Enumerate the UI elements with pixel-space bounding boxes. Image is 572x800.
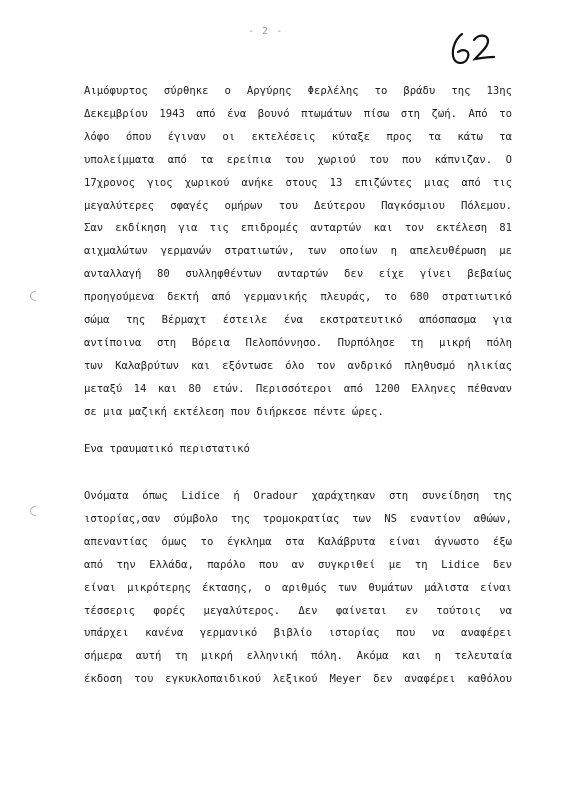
text-line: σήμερα αυτή τη μικρή ελληνική πόλη. Ακόμα και η τελευταία <box>84 650 512 663</box>
text-line: ιστορίας,σαν σύμβολο της τρομοκρατίας των NS εναντίον αθώων, <box>84 512 512 525</box>
text-line: Σαν εκδίκηση για τις επιδρομές ανταρτών και τον εκτέλεση 81 <box>84 222 512 235</box>
page-number: - 2 - <box>248 26 284 37</box>
paragraph-1 <box>84 80 512 424</box>
text-line: έκδοση του εγκυκλοπαιδικού λεξικού Meyer δεν αναφέρει καθόλου <box>84 673 512 686</box>
text-line: λόφο όπου έγιναν οι εκτελέσεις κύταξε προς τα κάτω τα <box>84 130 512 143</box>
text-line: σε μια μαζική εκτέλεση που διήρκεσε πέντε ώρες. <box>84 405 384 418</box>
text-line: Ονόματα όπως Lidice ή Oradour χαράχτηκαν στη συνείδηση της <box>84 490 512 502</box>
text-line: τέσσερις φορές μεγαλύτερος. Δεν φαίνεται εν τούτοις να <box>84 604 512 617</box>
handwritten-page-number <box>448 28 498 68</box>
text-line: 17χρονος γιος χωρικού ανήκε στους 13 επιζώντες μιας από τις <box>84 176 512 189</box>
text-line: απεναντίας όμως το έγκλημα στα Καλάβρυτα είναι άγνωστο έξω <box>84 535 512 548</box>
text-line: Δεκεμβρίου 1943 από ένα βουνό πτωμάτων πίσω στη ζωή. Από το <box>84 107 512 120</box>
text-line: μεγαλύτερες σφαγές ομήρων του Δεύτερου Παγκόσμιου Πόλεμου. <box>84 199 512 212</box>
text-line: υπάρχει κανένα γερμανικό βιβλίο ιστορίας που να αναφέρει <box>84 627 512 640</box>
punch-hole-mark <box>26 290 38 302</box>
section-heading: Ενα τραυματικό περιστατικό <box>84 443 250 455</box>
text-line: μεταξύ 14 και 80 ετών. Περισσότεροι από 1200 Ελληνες πέθαναν <box>84 382 512 395</box>
text-line: από την Ελλάδα, παρόλο που αν συγκριθεί με τη Lidice δεν <box>84 558 512 571</box>
text-line: ανταλλαγή 80 συλληφθέντων ανταρτών δεν είχε γίνει βεβαίως <box>84 268 512 281</box>
paragraph-2 <box>84 485 512 691</box>
text-line: αντίποινα στη Βόρεια Πελοπόννησο. Πυρπόλησε τη μικρή πόλη <box>84 336 512 349</box>
punch-hole-mark <box>26 505 38 517</box>
text-line: προηγούμενα δεκτή από γερμανικής πλευράς, το 680 στρατιωτικό <box>84 291 512 304</box>
text-line: υπολείμματα από τα ερείπια του χωριού του που κάπνιζαν. Ο <box>84 153 512 166</box>
text-line: αιχμαλώτων γερμανών στρατιωτών, των οποίων η απελευθέρωση με <box>84 245 512 258</box>
text-line: σώμα της Βέρμαχτ έστειλε ένα εκστρατευτικό απόσπασμα για <box>84 314 512 327</box>
text-line: είναι μικρότερης έκτασης, ο αριθμός των θυμάτων μάλιστα είναι <box>84 581 512 594</box>
text-line: Αιμόφυρτος σύρθηκε ο Αργύρης Φερλέλης το βράδυ της 13ης <box>84 85 512 97</box>
text-line: των Καλαβρύτων και εξόντωσε όλο τον ανδρικό πληθυσμό ηλικίας <box>84 359 512 372</box>
